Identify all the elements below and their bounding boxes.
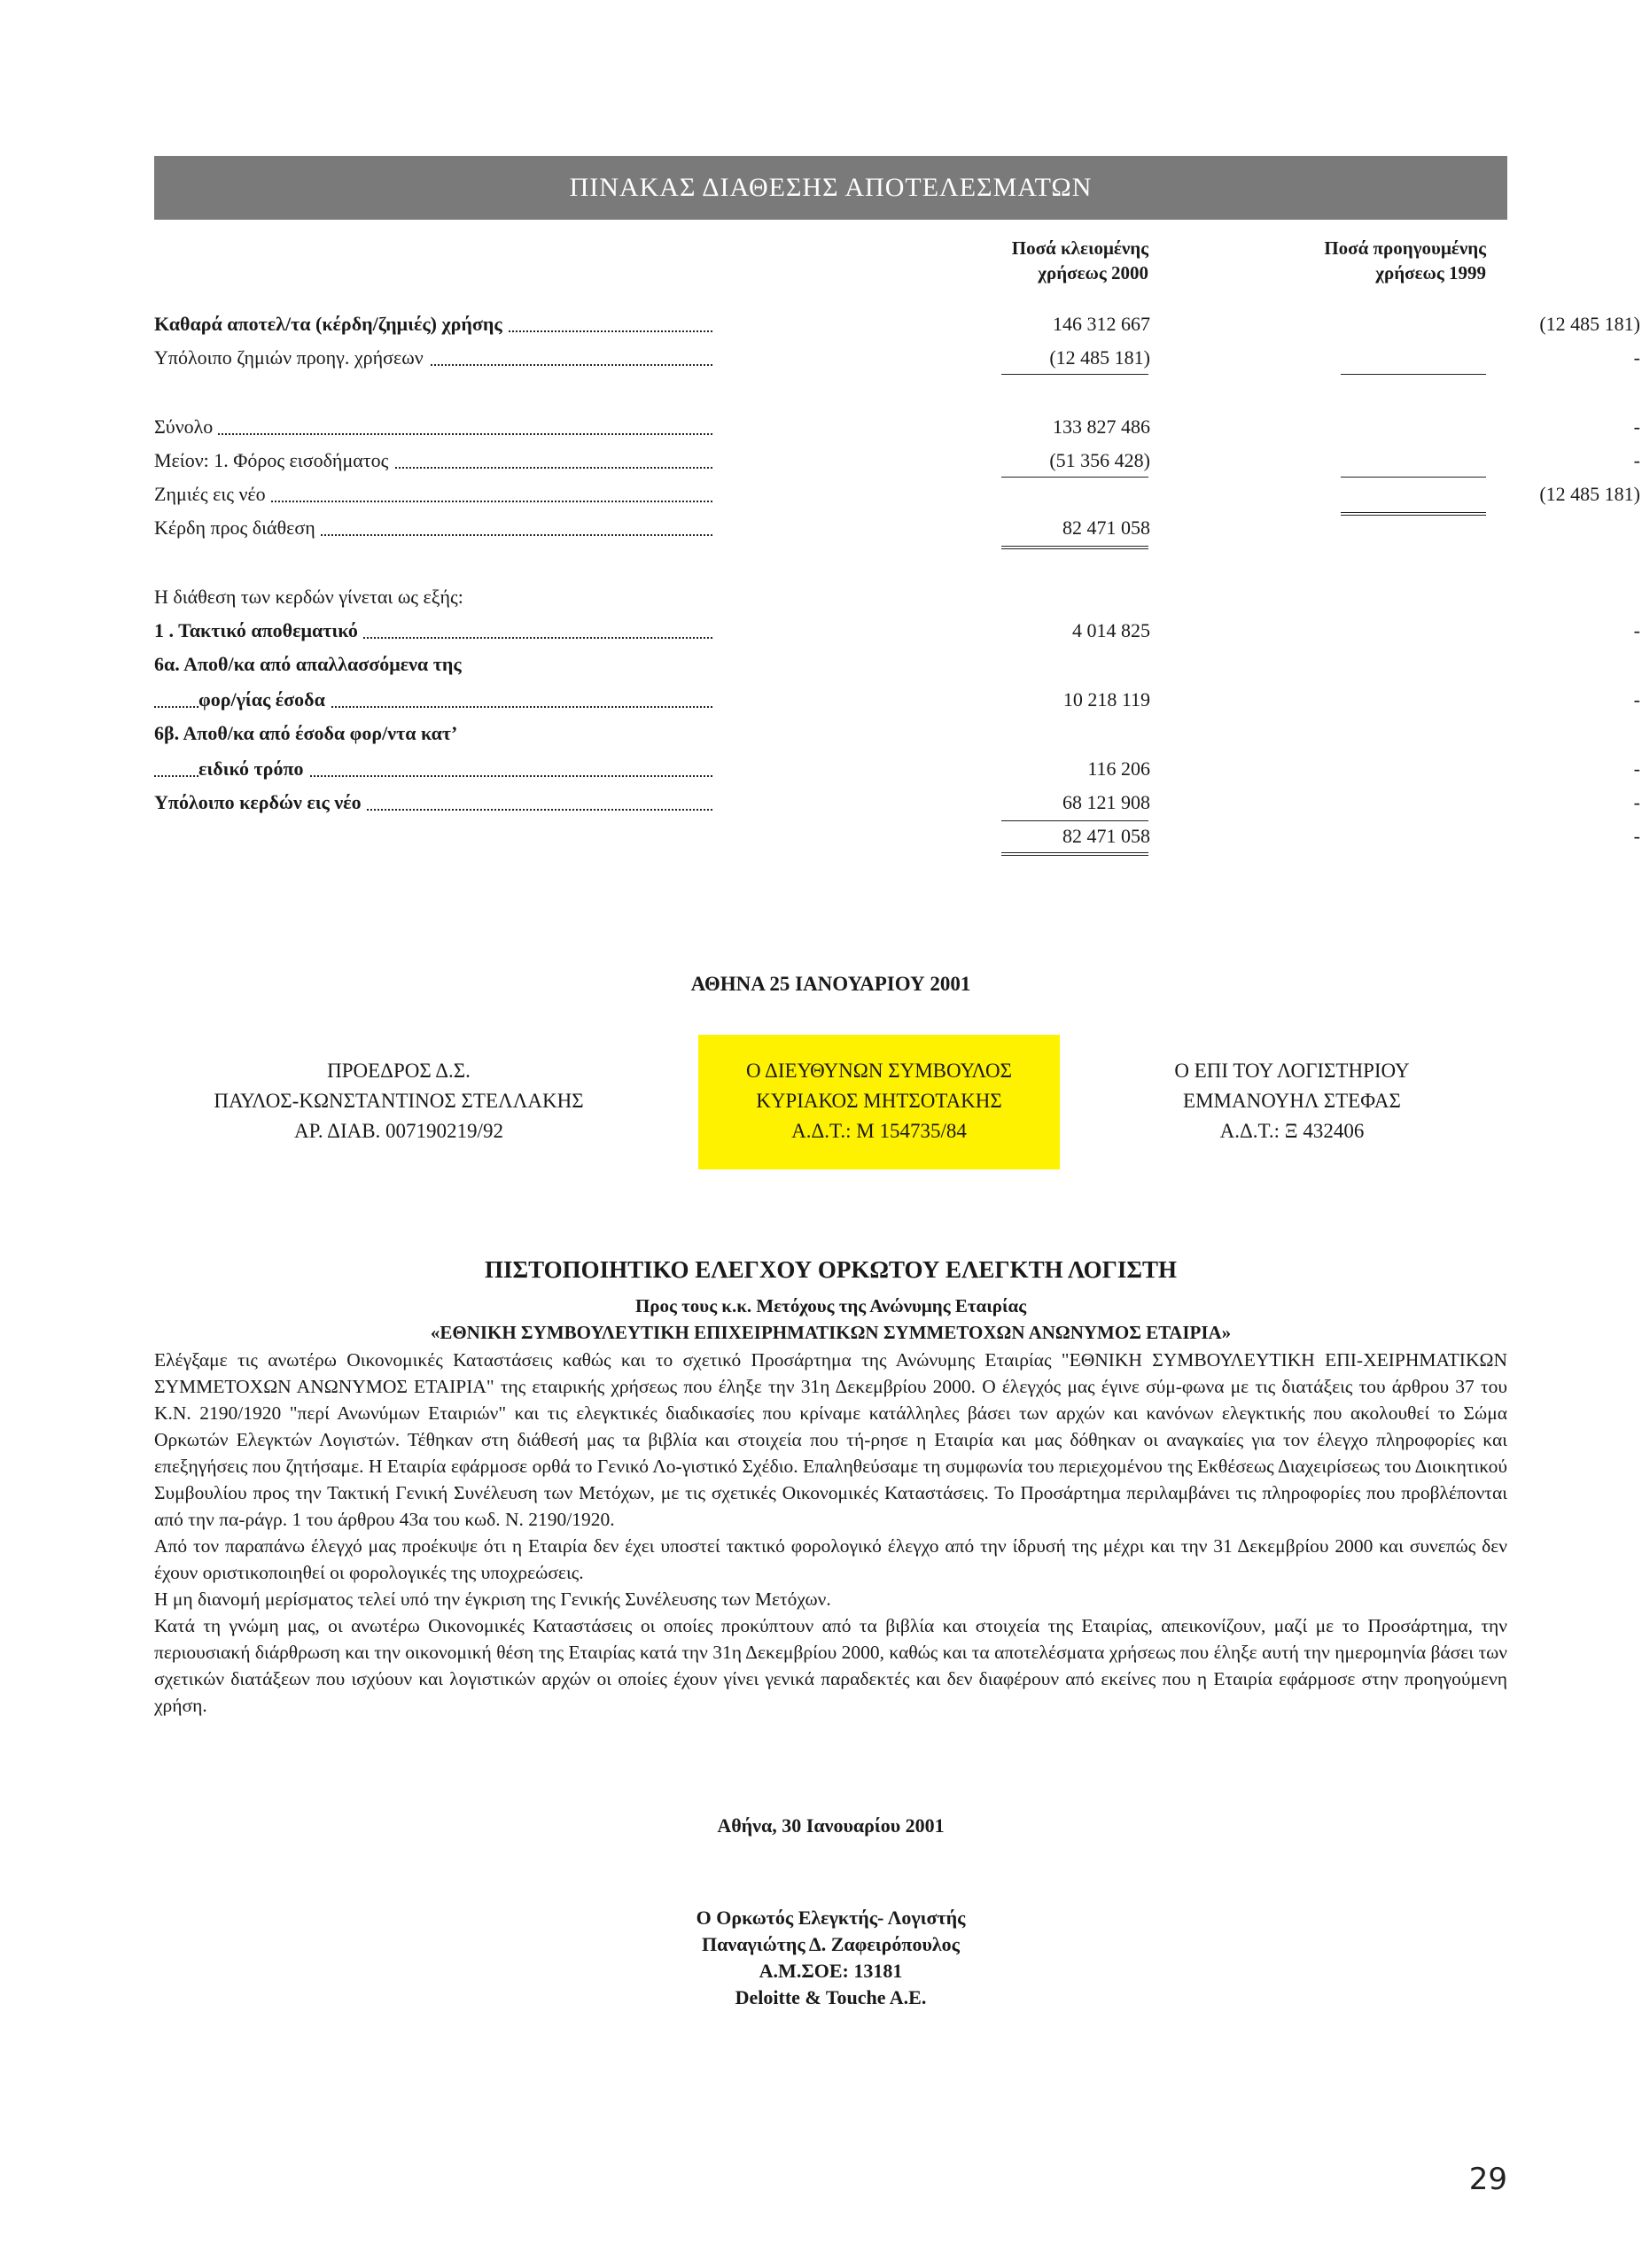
double-underline-current [1001,546,1148,549]
table-row [154,718,1507,750]
table-row [154,342,1640,374]
auditor-title: Ο Ορκωτός Ελεγκτής- Λογιστής [696,1907,966,1929]
table-row [154,753,1640,785]
row-label: Υπόλοιπο ζημιών προηγ. χρήσεων [154,342,712,374]
row-previous-value [1342,581,1640,613]
column-header-previous [1187,236,1486,285]
signature-id: ΑΡ. ΔΙΑΒ. 007190219/92 [294,1120,503,1142]
row-label: φορ/γίας έσοδα [154,684,712,716]
certificate-company: «ΕΘΝΙΚΗ ΣΥΜΒΟΥΛΕΥΤΙΚΗ ΕΠΙΧΕΙΡΗΜΑΤΙΚΩΝ ΣΥΜΜΕΤΟΧΩΝ ΑΝΩΝΥΜΟΣ ΕΤΑΙΡΙΑ» [430,1322,1232,1343]
row-label: Ζημιές εις νέο [154,478,712,510]
row-previous-value: - [1633,449,1640,471]
row-current-value: 146 312 667 [1053,313,1150,335]
auditor-name: Παναγιώτης Δ. Ζαφειρόπουλος [702,1933,960,1955]
row-previous-value [1342,649,1640,680]
row-current-value: (12 485 181) [1049,346,1150,369]
table-row [154,581,1507,613]
signature-role: Ο ΕΠΙ ΤΟΥ ΛΟΓΙΣΤΗΡΙΟΥ [1174,1060,1410,1082]
table-title-banner [154,156,1507,220]
row-label: Μείον: 1. Φόρος εισοδήματος [154,445,712,477]
underline-previous [1341,374,1486,375]
underline-current [1001,477,1148,478]
row-current-value: 4 014 825 [1072,619,1150,641]
row-previous-value: - [1633,791,1640,813]
certificate-paragraph: Η μη διανομή μερίσματος τελεί υπό την έγκριση της Γενικής Συνέλευσης των Μετόχων. [154,1588,831,1610]
auditor-block [154,1905,1507,2011]
underline-current [1001,820,1148,821]
signature-role: Ο ΔΙΕΥΘΥΝΩΝ ΣΥΜΒΟΥΛΟΣ [745,1060,1013,1082]
double-underline-previous [1341,512,1486,516]
row-current-value [1001,581,1150,613]
certificate-title: ΠΙΣΤΟΠΟΙΗΤΙΚΟ ΕΛΕΓΧΟΥ ΟΡΚΩΤΟΥ ΕΛΕΓΚΤΗ ΛΟΓΙΣΤΗ [484,1256,1178,1283]
table-row [154,615,1640,647]
signature-chairman [213,1056,585,1146]
signature-role: ΠΡΟΕΔΡΟΣ Δ.Σ. [327,1060,471,1082]
row-previous-value [1342,512,1640,544]
row-current-value: 68 121 908 [1062,791,1150,813]
signature-name: ΕΜΜΑΝΟΥΗΛ ΣΤΕΦΑΣ [1183,1090,1401,1112]
certificate-paragraph: Κατά τη γνώμη μας, οι ανωτέρω Οικονομικές Καταστάσεις οι οποίες προκύπτουν από τα βιβλία και στοιχεία της Εταιρίας, απεικονίζουν, μαζί με το Προσάρτημα, την περιουσιακή διάρθρωση και την οικονομική θέση της Εταιρίας κατά την 31η Δεκεμβρίου 2000, καθώς και τα αποτελέσματα χρήσεως που έληξε αυτή την ημερομηνία βάσει των σχετικών διατάξεων που ισχύουν και λογιστικών αρχών οι οποίες έχουν γίνει γενικά παραδεκτές και δεν διαφέρουν από εκείνες που η Εταιρία εφάρμοσε στην προηγούμενη χρήση. [154,1615,1507,1716]
row-previous-value: - [1633,825,1640,847]
certificate-paragraph: Από τον παραπάνω έλεγχό μας προέκυψε ότι η Εταιρία δεν έχει υποστεί τακτικό φορολογικό έλεγχο από την ίδρυσή της μέχρι και την 31 Δεκεμβρίου 2000 και συνεπώς δεν έχουν οριστικοποιηθεί οι φορολογικές της υποχρεώσεις. [154,1535,1507,1583]
row-previous-value [1342,718,1640,750]
underline-previous [1341,477,1486,478]
row-label: Καθαρά αποτελ/τα (κέρδη/ζημιές) χρήσης [154,308,712,340]
signature-name: ΚΥΡΙΑΚΟΣ ΜΗΤΣΟΤΑΚΗΣ [756,1090,1002,1112]
signature-id: Α.Δ.Τ.: Ξ 432406 [1219,1120,1365,1142]
row-previous-value: (12 485 181) [1539,313,1640,335]
table-row [154,308,1640,340]
row-current-value: 133 827 486 [1053,416,1150,438]
column-header-previous-line1: Ποσά προηγουμένης [1324,237,1486,259]
row-previous-value: - [1633,757,1640,780]
row-label: 1 . Τακτικό αποθεματικό [154,615,712,647]
audit-firm: Deloitte & Touche A.E. [735,1986,927,2008]
page-number: 29 [1468,2162,1507,2197]
row-previous-value: - [1633,416,1640,438]
table-row [154,649,1507,680]
row-label: Η διάθεση των κερδών γίνεται ως εξής: [154,581,712,613]
row-label: Υπόλοιπο κερδών εις νέο [154,787,712,819]
table-row [154,445,1640,477]
row-label: Σύνολο [154,411,712,443]
row-label: ειδικό τρόπο [154,753,712,785]
column-header-current-line1: Ποσά κλειομένης [1011,237,1148,259]
row-label [154,820,712,852]
column-header-current-line2: χρήσεως 2000 [1038,262,1148,284]
column-header-current [847,236,1148,285]
table-row [154,684,1640,716]
signature-ceo [698,1035,1060,1169]
table-title: ΠΙΝΑΚΑΣ ΔΙΑΘΕΣΗΣ ΑΠΟΤΕΛΕΣΜΑΤΩΝ [569,173,1093,202]
row-label: 6α. Αποθ/κα από απαλλασσόμενα της [154,649,712,680]
row-previous-value: - [1633,688,1640,711]
row-current-value: 82 471 058 [1062,825,1150,847]
row-current-value: (51 356 428) [1049,449,1150,471]
row-current-value [1001,718,1150,750]
table-row [154,478,1640,510]
row-label: 6β. Αποθ/κα από έσοδα φορ/ντα κατ’ [154,718,712,750]
certificate-paragraph: Ελέγξαμε τις ανωτέρω Οικονομικές Καταστάσεις καθώς και το σχετικό Προσάρτημα της Ανώνυμης Εταιρίας "ΕΘΝΙΚΗ ΣΥΜΒΟΥΛΕΥΤΙΚΗ ΕΠΙ-ΧΕΙΡΗΜΑΤΙΚΩΝ ΣΥΜΜΕΤΟΧΩΝ ΑΝΩΝΥΜΟΣ ΕΤΑΙΡΙΑ" της εταιρικής χρήσεως που έληξε την 31η Δεκεμβρίου 2000. Ο έλεγχός μας έγινε σύμ-φωνα με τις διατάξεις του άρθρου 37 του Κ.Ν. 2190/1920 "περί Ανωνύμων Εταιριών" και τις ελεγκτικές διαδικασίες που κρίναμε κατάλληλες βάσει των αρχών και κανόνων ελεγκτικής που ακολουθεί το Σώμα Ορκωτών Ελεγκτών Λογιστών. Τέθηκαν στη διάθεσή μας τα βιβλία και στοιχεία που τή-ρησε η Εταιρία και μας δόθηκαν οι αναγκαίες για τον έλεγχο πληροφορίες και επεξηγήσεις που ζητήσαμε. Η Εταιρία εφάρμοσε ορθά το Γενικό Λο-γιστικό Σχέδιο. Επαληθεύσαμε τη συμφωνία του περιεχομένου της Εκθέσεως Διαχειρίσεως του Διοικητικού Συμβουλίου προς την Τακτική Γενική Συνέλευση των Μετόχων, με τις σχετικές Οικονομικές Καταστάσεις. Το Προσάρτημα περιλαμβάνει τις πληροφορίες που προβλέπονται από την πα-ράγρ. 1 του άρθρου 43α του κωδ. Ν. 2190/1920. [154,1349,1507,1530]
row-current-value [1001,478,1150,510]
table-row [154,512,1507,544]
row-current-value: 82 471 058 [1062,517,1150,539]
row-current-value: 10 218 119 [1062,688,1150,711]
certificate-addressee: Προς τους κ.κ. Μετόχους της Ανώνυμης Εταιρίας [634,1295,1027,1317]
signature-name: ΠΑΥΛΟΣ-ΚΩΝΣΤΑΝΤΙΝΟΣ ΣΤΕΛΛΑΚΗΣ [214,1090,584,1112]
column-header-previous-line2: χρήσεως 1999 [1375,262,1486,284]
table-row [154,411,1640,443]
row-previous-value: (12 485 181) [1539,483,1640,505]
row-current-value: 116 206 [1087,757,1150,780]
double-underline-current [1001,852,1148,856]
table-row [154,820,1640,852]
signature-accountant [1106,1056,1478,1146]
date-place: ΑΘΗΝΑ 25 ΙΑΝΟΥΑΡΙΟΥ 2001 [690,973,971,995]
certificate-date: Αθήνα, 30 Ιανουαρίου 2001 [717,1814,945,1837]
auditor-registration: Α.Μ.ΣΟΕ: 13181 [759,1960,903,1982]
certificate-body [154,1347,1507,1719]
row-label: Κέρδη προς διάθεση [154,512,712,544]
row-previous-value: - [1633,619,1640,641]
table-row [154,787,1640,819]
row-previous-value: - [1633,346,1640,369]
signature-id: Α.Δ.Τ.: Μ 154735/84 [791,1120,967,1142]
row-current-value [1001,649,1150,680]
underline-current [1001,374,1148,375]
